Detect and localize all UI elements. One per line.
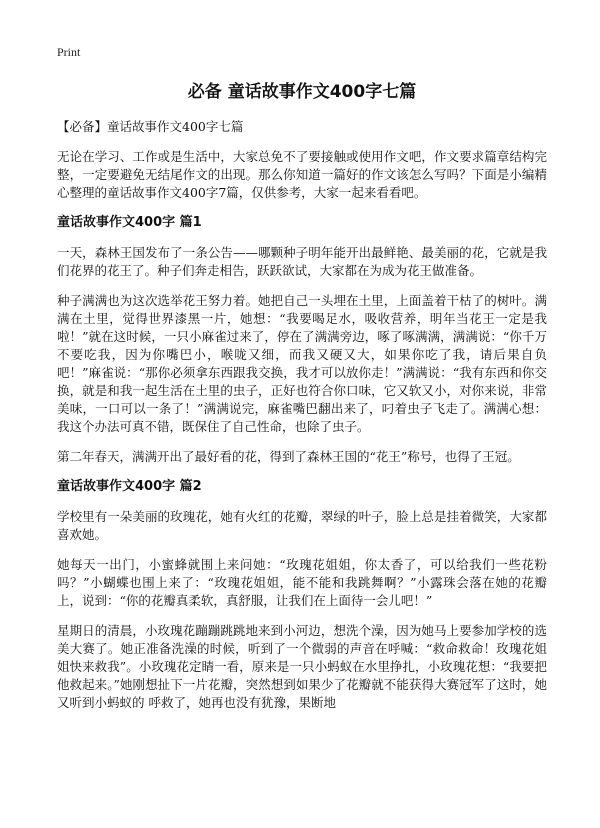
section-1 [57, 214, 547, 466]
section-heading: 童话故事作文400字 篇1 [57, 215, 202, 230]
section-1-paragraph-2: 种子满满也为这次选举花王努力着。她把自己一头埋在土里，上面盖着干枯了的树叶。满满在土里，觉得世界漆黑一片，她想：“我要喝足水，吸收营养，明年当花王一定是我啦！”就在这时候，一只小麻雀过来了，停在了满满旁边，啄了啄满满，满满说：“你千万不要吃我，因为你嘴巴小，喉咙又细，而我又硬又大，如果你吃了我，请后果自负吧！”麻雀说：“那你必须拿东西跟我交换，我才可以放你走！”满满说：“我有东西和你交换，就是和我一起生活在土里的虫子，正好也符合你口味，它又软又小，对你来说，非常美味，一口可以一条了！”满满说完，麻雀嘴巴翻出来了，叼着虫子飞走了。满满心想：我这个办法可真不错，既保住了自己性命，也除了虫子。 [57, 293, 547, 434]
section-heading: 童话故事作文400字 篇2 [57, 479, 202, 494]
intro-paragraph: 无论在学习、工作或是生活中，大家总免不了要接触或使用作文吧，作文要求篇章结构完整，一定要避免无结尾作文的出现。那么你知道一篇好的作文该怎么写吗？下面是小编精心整理的童话故事作文400字7篇，仅供参考，大家一起来看看吧。 [57, 149, 547, 200]
section-2-paragraph-1: 学校里有一朵美丽的玫瑰花，她有火红的花瓣，翠绿的叶子，脸上总是挂着微笑，大家都喜欢她。 [57, 509, 547, 542]
document-tag-line: 【必备】童话故事作文400字七篇 [57, 119, 244, 134]
section-1-paragraph-1: 一天，森林王国发布了一条公告——哪颗种子明年能开出最鲜艳、最美丽的花，它就是我们花界的花王了。种子们奔走相告，跃跃欲试，大家都在为成为花王做准备。 [57, 245, 547, 278]
section-2-paragraph-3: 星期日的清晨，小玫瑰花蹦蹦跳跳地来到小河边，想洗个澡，因为她马上要参加学校的选美大赛了。她正准备洗澡的时候，听到了一个微弱的声音在呼喊：“救命救命！玫瑰花姐姐快来救我”。小玫瑰花定睛一看，原来是一只小蚂蚁在水里挣扎，小玫瑰花想：“我要把他救起来。”她刚想扯下一片花瓣，突然想到如果少了花瓣就不能获得大赛冠军了这时，她又听到小蚂蚁的 呼救了，她再也没有犹豫，果断地 [57, 623, 547, 710]
section-2 [57, 478, 547, 712]
print-label: Print [57, 45, 81, 59]
section-1-paragraph-3: 第二年春天，满满开出了最好看的花，得到了森林王国的“花王”称号，也得了王冠。 [57, 449, 520, 464]
document-page [57, 44, 547, 724]
document-title: 必备 童话故事作文400字七篇 [187, 82, 417, 102]
section-2-paragraph-2: 她每天一出门，小蜜蜂就围上来问她：“玫瑰花姐姐，你太香了，可以给我们一些花粉吗？”小蝴蝶也围上来了：“玫瑰花姐姐，能不能和我跳舞啊？”小露珠会落在她的花瓣上，说到：“你的花瓣真柔软，真舒服，让我们在上面待一会儿吧！” [57, 557, 547, 608]
